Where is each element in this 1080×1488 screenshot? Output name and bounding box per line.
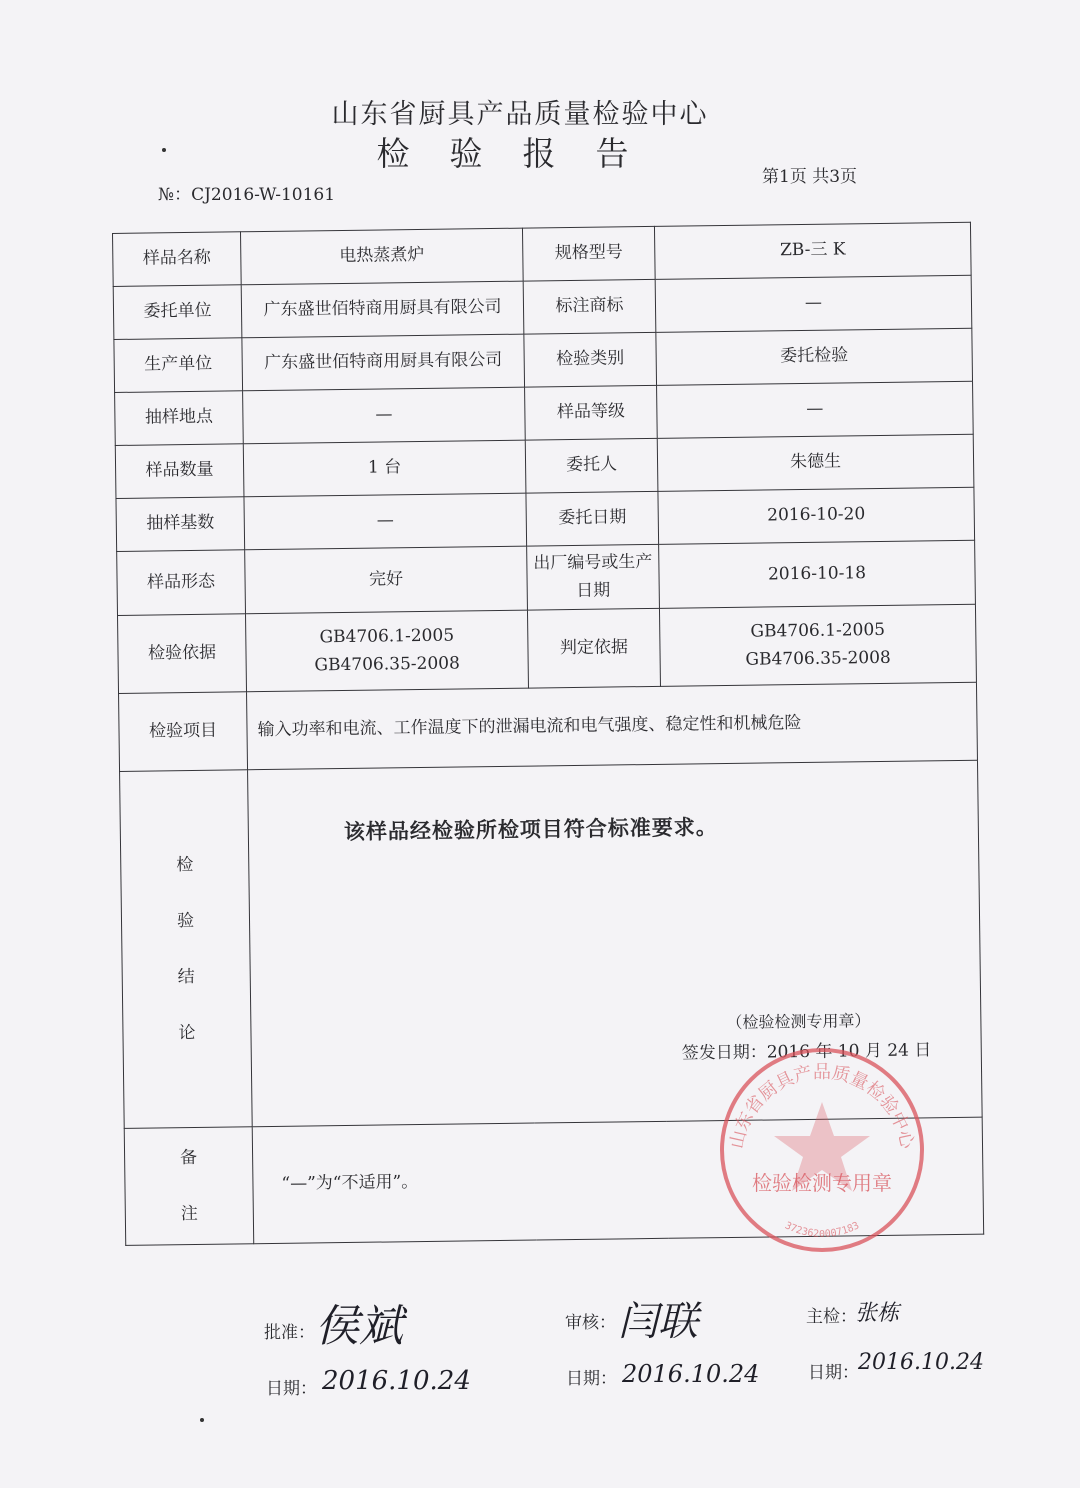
approve-label: 批准： [264, 1323, 315, 1343]
conclusion-char-4: 论 [178, 1022, 196, 1044]
review-label: 审核： [565, 1313, 616, 1333]
value-sampling-site: — [243, 387, 526, 444]
value-manufacturer: 广东盛世佰特商用厨具有限公司 [242, 334, 525, 391]
scan-speck [200, 1418, 204, 1422]
conclusion-char-3: 结 [177, 966, 195, 988]
test-basis-line-1: GB4706.1-2005 [319, 625, 455, 648]
label-quantity: 样品数量 [115, 444, 244, 499]
value-sample-name: 电热蒸煮炉 [240, 228, 523, 285]
stamp-center-text: 检验检测专用章 [752, 1171, 892, 1195]
conclusion-char-2: 验 [176, 910, 195, 932]
stamp-code: 3723620007183 [782, 1220, 862, 1240]
scan-speck [162, 148, 166, 152]
label-conclusion [120, 770, 253, 1129]
label-serial-date: 出厂编号或生产日期 [527, 544, 660, 610]
row-test-items [119, 682, 978, 771]
label-commission-date: 委托日期 [526, 491, 659, 546]
value-serial-date: 2016-10-18 [659, 540, 976, 608]
label-sample-name: 样品名称 [113, 232, 242, 287]
label-remarks [124, 1127, 254, 1246]
chief-date: 2016.10.24 [858, 1350, 984, 1375]
value-commission-date: 2016-10-20 [658, 487, 975, 544]
value-sample-condition: 完好 [245, 546, 528, 614]
value-client: 广东盛世佰特商用厨具有限公司 [241, 281, 524, 338]
value-judgement-basis [659, 604, 976, 686]
page-info: 第1页 共3页 [762, 167, 858, 187]
report-number: №：CJ2016-W-10161 [158, 185, 336, 205]
value-sample-grade: — [657, 381, 974, 438]
stamp-org-text: 山东省厨具产品质量检验中心 [726, 1062, 918, 1151]
approve-date: 2016.10.24 [322, 1366, 471, 1396]
review-date-label: 日期： [566, 1369, 617, 1389]
remarks-char-1: 备 [179, 1147, 198, 1169]
conclusion-text: 该样品经检验所检项目符合标准要求。 [343, 814, 718, 845]
remarks-char-2: 注 [180, 1203, 198, 1225]
chief-label: 主检： [806, 1307, 857, 1327]
label-trademark: 标注商标 [523, 279, 656, 334]
conclusion-char-1: 检 [176, 854, 194, 876]
value-client-person: 朱德生 [657, 434, 974, 491]
label-client-person: 委托人 [525, 438, 658, 493]
issue-date: 签发日期：2016 年 10 月 24 日 [681, 1040, 932, 1064]
value-sampling-base: — [244, 493, 527, 550]
label-sampling-base: 抽样基数 [116, 497, 245, 552]
value-test-items: 输入功率和电流、工作温度下的泄漏电流和电气强度、稳定性和机械危险 [247, 682, 978, 770]
value-test-type: 委托检验 [656, 328, 973, 385]
label-test-type: 检验类别 [524, 332, 657, 387]
value-trademark: — [655, 275, 972, 332]
label-sampling-site: 抽样地点 [115, 391, 244, 446]
label-sample-grade: 样品等级 [525, 385, 658, 440]
approve-date-label: 日期： [266, 1379, 317, 1399]
review-date: 2016.10.24 [622, 1360, 760, 1388]
value-test-basis [245, 610, 528, 692]
label-test-basis: 检验依据 [118, 614, 247, 694]
chief-signature: 张栋 [855, 1301, 900, 1326]
review-signature: 闫联 [618, 1299, 698, 1345]
org-title: 山东省厨具产品质量检验中心 [331, 99, 709, 130]
judgement-basis-line-1: GB4706.1-2005 [750, 620, 886, 642]
label-judgement-basis: 判定依据 [527, 608, 660, 688]
label-test-items: 检验项目 [119, 692, 248, 772]
chief-date-label: 日期： [808, 1363, 859, 1383]
judgement-basis-line-2: GB4706.35-2008 [745, 647, 891, 670]
row-sample-condition [117, 540, 976, 615]
label-client: 委托单位 [113, 285, 242, 340]
row-basis [118, 604, 977, 693]
remarks-text: “—”为“不适用”。 [252, 1117, 983, 1244]
label-manufacturer: 生产单位 [114, 338, 243, 393]
label-model: 规格型号 [522, 226, 655, 281]
value-model: ZB-三 K [654, 222, 971, 279]
value-quantity: 1 台 [243, 440, 526, 497]
test-basis-line-2: GB4706.35-2008 [314, 652, 460, 675]
official-stamp [712, 1040, 932, 1260]
report-title: 检验报告 [376, 134, 669, 173]
approve-signature: 侯斌 [315, 1301, 403, 1352]
seal-label: （检验检测专用章） [726, 1011, 871, 1033]
label-sample-condition: 样品形态 [117, 550, 246, 616]
